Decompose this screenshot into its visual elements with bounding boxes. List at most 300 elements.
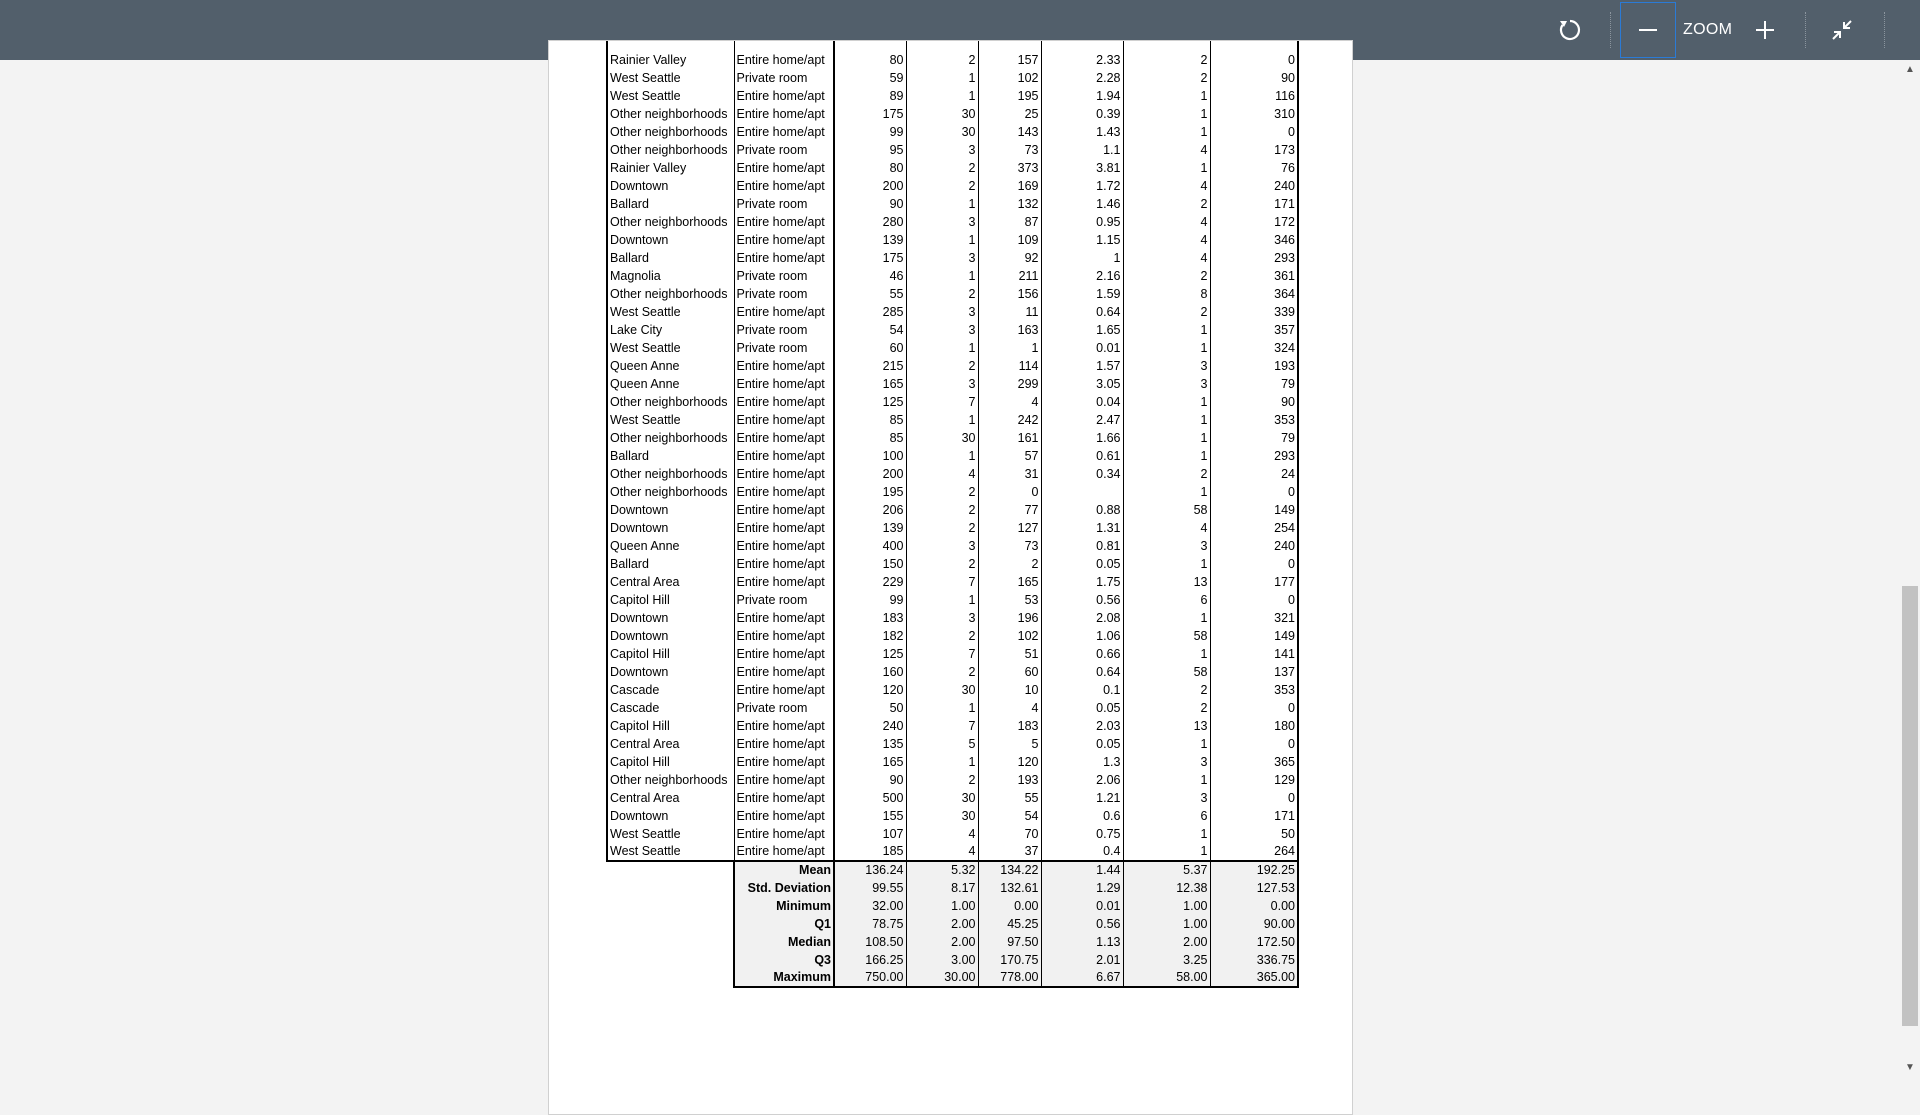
table-cell: 2 <box>906 357 978 375</box>
table-cell: Entire home/apt <box>734 753 834 771</box>
table-cell: 30 <box>906 789 978 807</box>
table-cell: 180 <box>1210 717 1298 735</box>
table-cell: 4 <box>1123 177 1210 195</box>
table-cell: Entire home/apt <box>734 771 834 789</box>
summary-value: 172.50 <box>1210 933 1298 951</box>
table-cell: 0.61 <box>1041 447 1123 465</box>
table-cell: 90 <box>834 195 906 213</box>
table-cell: Entire home/apt <box>734 483 834 501</box>
table-cell: 120 <box>834 681 906 699</box>
table-row <box>607 501 1298 519</box>
table-cell: 2 <box>1123 69 1210 87</box>
table-cell: Other neighborhoods <box>607 771 734 789</box>
summary-row <box>607 951 1298 969</box>
table-cell: 169 <box>978 177 1041 195</box>
table-cell: 1 <box>1123 105 1210 123</box>
table-cell: 10 <box>978 681 1041 699</box>
table-cell: 161 <box>978 429 1041 447</box>
table-cell: 59 <box>834 69 906 87</box>
table-cell: 80 <box>834 51 906 69</box>
table-cell: Other neighborhoods <box>607 105 734 123</box>
table-row <box>607 609 1298 627</box>
table-cell: 1.65 <box>1041 321 1123 339</box>
table-cell: 0.34 <box>1041 465 1123 483</box>
table-cell: 229 <box>834 573 906 591</box>
table-cell: Entire home/apt <box>734 555 834 573</box>
table-cell: Entire home/apt <box>734 231 834 249</box>
table-cell: Downtown <box>607 231 734 249</box>
table-cell: 135 <box>834 735 906 753</box>
table-row <box>607 159 1298 177</box>
table-cell: 120 <box>978 753 1041 771</box>
table-cell: 240 <box>1210 537 1298 555</box>
table-row <box>607 735 1298 753</box>
table-cell: 54 <box>978 807 1041 825</box>
table-cell: 0.64 <box>1041 663 1123 681</box>
table-cell: 30 <box>906 123 978 141</box>
table-cell: 57 <box>978 447 1041 465</box>
table-cell: 5 <box>906 735 978 753</box>
table-cell: 7 <box>906 393 978 411</box>
table-cell: 1 <box>1041 249 1123 267</box>
table-cell: 99 <box>834 123 906 141</box>
table-row <box>607 429 1298 447</box>
table-cell: 2.47 <box>1041 411 1123 429</box>
zoom-in-button[interactable] <box>1737 2 1793 58</box>
table-row <box>607 789 1298 807</box>
table-cell: 6 <box>1123 807 1210 825</box>
table-cell: 77 <box>978 501 1041 519</box>
table-row <box>607 699 1298 717</box>
table-row <box>607 771 1298 789</box>
table-cell: 172 <box>1210 213 1298 231</box>
table-cell: 324 <box>1210 339 1298 357</box>
table-cell: 60 <box>834 339 906 357</box>
table-row <box>607 123 1298 141</box>
table-cell: 73 <box>978 537 1041 555</box>
table-cell: 2 <box>906 627 978 645</box>
table-cell: 107 <box>834 825 906 843</box>
table-cell: 60 <box>978 663 1041 681</box>
table-cell: Capitol Hill <box>607 645 734 663</box>
table-cell: 2 <box>906 285 978 303</box>
table-cell: 0.39 <box>1041 105 1123 123</box>
summary-value: 2.00 <box>1123 933 1210 951</box>
table-cell: 175 <box>834 105 906 123</box>
table-cell: 37 <box>978 843 1041 861</box>
summary-value: 5.32 <box>906 861 978 879</box>
table-cell: Central Area <box>607 789 734 807</box>
table-cell: 54 <box>834 321 906 339</box>
table-cell: 157 <box>978 51 1041 69</box>
table-cell: Entire home/apt <box>734 51 834 69</box>
table-cell: 0.1 <box>1041 681 1123 699</box>
table-row <box>607 627 1298 645</box>
table-cell: Entire home/apt <box>734 393 834 411</box>
table-cell: 58 <box>1123 663 1210 681</box>
table-cell: 4 <box>906 465 978 483</box>
table-cell: 46 <box>834 267 906 285</box>
table-row <box>607 663 1298 681</box>
table-row <box>607 87 1298 105</box>
table-cell: 1 <box>1123 123 1210 141</box>
table-row <box>607 465 1298 483</box>
summary-value: 1.13 <box>1041 933 1123 951</box>
table-cell: 3 <box>1123 357 1210 375</box>
table-cell: 1.3 <box>1041 753 1123 771</box>
table-row <box>607 249 1298 267</box>
table-cell: 0.01 <box>1041 339 1123 357</box>
collapse-icon <box>1830 18 1854 42</box>
table-cell: 165 <box>834 375 906 393</box>
table-cell <box>734 41 834 51</box>
table-cell: 102 <box>978 627 1041 645</box>
table-cell: 185 <box>834 843 906 861</box>
table-cell: West Seattle <box>607 69 734 87</box>
zoom-label: ZOOM <box>1683 21 1733 38</box>
table-cell: 1 <box>906 591 978 609</box>
table-cell: Entire home/apt <box>734 645 834 663</box>
summary-value: 778.00 <box>978 969 1041 987</box>
table-cell: 2 <box>906 51 978 69</box>
table-cell: Capitol Hill <box>607 753 734 771</box>
table-cell: 0.05 <box>1041 735 1123 753</box>
table-cell: 183 <box>978 717 1041 735</box>
table-row <box>607 483 1298 501</box>
table-cell: Entire home/apt <box>734 249 834 267</box>
table-cell: 76 <box>1210 159 1298 177</box>
table-cell: 79 <box>1210 429 1298 447</box>
table-cell: Queen Anne <box>607 537 734 555</box>
table-row <box>607 717 1298 735</box>
summary-value: 6.67 <box>1041 969 1123 987</box>
table-cell: Lake City <box>607 321 734 339</box>
table-cell: 0.04 <box>1041 393 1123 411</box>
table-cell: Entire home/apt <box>734 501 834 519</box>
table-cell: 30 <box>906 681 978 699</box>
table-cell: 1.21 <box>1041 789 1123 807</box>
table-cell: 50 <box>834 699 906 717</box>
collapse-button[interactable] <box>1814 2 1870 58</box>
summary-row <box>607 879 1298 897</box>
table-cell: 8 <box>1123 285 1210 303</box>
table-cell: 0.05 <box>1041 555 1123 573</box>
table-cell: 1 <box>906 231 978 249</box>
table-cell: West Seattle <box>607 339 734 357</box>
summary-value: 1.29 <box>1041 879 1123 897</box>
table-cell: 0.56 <box>1041 591 1123 609</box>
summary-value: 32.00 <box>834 897 906 915</box>
table-cell: 53 <box>978 591 1041 609</box>
table-row <box>607 321 1298 339</box>
scrollbar-thumb[interactable] <box>1902 586 1918 1026</box>
table-cell: 0 <box>978 483 1041 501</box>
summary-value: 12.38 <box>1123 879 1210 897</box>
table-cell: 4 <box>978 699 1041 717</box>
table-cell: 2.03 <box>1041 717 1123 735</box>
table-cell: Entire home/apt <box>734 357 834 375</box>
table-cell: Downtown <box>607 663 734 681</box>
table-cell: 1.06 <box>1041 627 1123 645</box>
table-row <box>607 681 1298 699</box>
table-cell: 90 <box>834 771 906 789</box>
zoom-out-button[interactable] <box>1620 2 1676 58</box>
table-cell: 3 <box>906 321 978 339</box>
summary-value: 1.44 <box>1041 861 1123 879</box>
table-cell: 1.46 <box>1041 195 1123 213</box>
table-cell: 1 <box>1123 159 1210 177</box>
summary-value: 78.75 <box>834 915 906 933</box>
table-cell: 7 <box>906 573 978 591</box>
table-cell <box>978 41 1041 51</box>
summary-value: 30.00 <box>906 969 978 987</box>
table-cell: Downtown <box>607 501 734 519</box>
table-cell <box>1041 41 1123 51</box>
table-cell: 80 <box>834 159 906 177</box>
table-cell: 3 <box>1123 537 1210 555</box>
table-cell: Downtown <box>607 177 734 195</box>
table-cell: 85 <box>834 429 906 447</box>
summary-row <box>607 915 1298 933</box>
table-cell: 182 <box>834 627 906 645</box>
table-cell: 2.06 <box>1041 771 1123 789</box>
table-cell: 1 <box>1123 393 1210 411</box>
table-cell: 102 <box>978 69 1041 87</box>
table-row <box>607 591 1298 609</box>
table-cell: 280 <box>834 213 906 231</box>
table-cell: 1 <box>1123 447 1210 465</box>
table-cell: Ballard <box>607 447 734 465</box>
table-row <box>607 573 1298 591</box>
table-cell: Other neighborhoods <box>607 483 734 501</box>
summary-value: 8.17 <box>906 879 978 897</box>
table-row <box>607 411 1298 429</box>
table-row <box>607 843 1298 861</box>
table-cell: Magnolia <box>607 267 734 285</box>
table-cell: 109 <box>978 231 1041 249</box>
table-cell: Entire home/apt <box>734 843 834 861</box>
table-cell: Private room <box>734 321 834 339</box>
table-cell: Entire home/apt <box>734 627 834 645</box>
document-viewport[interactable] <box>0 52 1900 1080</box>
table-cell: 175 <box>834 249 906 267</box>
table-cell <box>1123 41 1210 51</box>
table-cell: 149 <box>1210 627 1298 645</box>
table-cell: 2.28 <box>1041 69 1123 87</box>
table-cell: 155 <box>834 807 906 825</box>
table-cell: 3 <box>906 609 978 627</box>
table-cell: 1.75 <box>1041 573 1123 591</box>
table-cell: 73 <box>978 141 1041 159</box>
table-cell: Other neighborhoods <box>607 123 734 141</box>
summary-label: Maximum <box>734 969 834 987</box>
table-cell: 89 <box>834 87 906 105</box>
summary-label: Q1 <box>734 915 834 933</box>
table-cell: Other neighborhoods <box>607 465 734 483</box>
table-cell: 171 <box>1210 195 1298 213</box>
table-cell: 0 <box>1210 591 1298 609</box>
table-cell: 0.05 <box>1041 699 1123 717</box>
table-cell: 141 <box>1210 645 1298 663</box>
table-cell: 2 <box>906 177 978 195</box>
table-cell: West Seattle <box>607 843 734 861</box>
blank-cell <box>607 861 734 879</box>
toolbar-separator <box>1610 12 1611 48</box>
table-cell <box>607 41 734 51</box>
summary-value: 750.00 <box>834 969 906 987</box>
table-cell: 365 <box>1210 753 1298 771</box>
refresh-button[interactable] <box>1542 2 1598 58</box>
table-cell: Entire home/apt <box>734 573 834 591</box>
table-cell: 2 <box>1123 465 1210 483</box>
table-cell: Entire home/apt <box>734 87 834 105</box>
vertical-scrollbar[interactable] <box>1900 60 1920 1080</box>
summary-value: 134.22 <box>978 861 1041 879</box>
table-cell: 30 <box>906 807 978 825</box>
summary-value: 166.25 <box>834 951 906 969</box>
table-cell: 1 <box>906 267 978 285</box>
table-cell: 2 <box>978 555 1041 573</box>
table-cell: 2.33 <box>1041 51 1123 69</box>
table-cell: Capitol Hill <box>607 717 734 735</box>
summary-value: 99.55 <box>834 879 906 897</box>
summary-label: Minimum <box>734 897 834 915</box>
scroll-up-arrow-icon[interactable]: ▲ <box>1905 64 1915 75</box>
table-cell: Entire home/apt <box>734 663 834 681</box>
table-row <box>607 231 1298 249</box>
summary-value: 5.37 <box>1123 861 1210 879</box>
blank-cell <box>607 915 734 933</box>
summary-value: 1.00 <box>1123 915 1210 933</box>
table-cell: 0.81 <box>1041 537 1123 555</box>
table-cell: 51 <box>978 645 1041 663</box>
table-cell: 2 <box>1123 303 1210 321</box>
table-cell: 2 <box>1123 699 1210 717</box>
table-cell: Downtown <box>607 609 734 627</box>
table-cell: Private room <box>734 699 834 717</box>
table-cell: 55 <box>834 285 906 303</box>
table-cell: 1.57 <box>1041 357 1123 375</box>
summary-value: 1.00 <box>1123 897 1210 915</box>
table-cell: West Seattle <box>607 87 734 105</box>
table-cell: 1.72 <box>1041 177 1123 195</box>
table-cell: 353 <box>1210 411 1298 429</box>
table-cell: Entire home/apt <box>734 537 834 555</box>
table-cell: 25 <box>978 105 1041 123</box>
summary-label: Median <box>734 933 834 951</box>
table-row <box>607 51 1298 69</box>
table-cell: Entire home/apt <box>734 429 834 447</box>
table-cell: 2.16 <box>1041 267 1123 285</box>
table-cell: 30 <box>906 429 978 447</box>
summary-value: 336.75 <box>1210 951 1298 969</box>
table-cell: Entire home/apt <box>734 411 834 429</box>
table-cell: 353 <box>1210 681 1298 699</box>
table-cell: 1 <box>906 411 978 429</box>
summary-value: 365.00 <box>1210 969 1298 987</box>
table-cell: Rainier Valley <box>607 159 734 177</box>
summary-row <box>607 861 1298 879</box>
table-cell: Ballard <box>607 249 734 267</box>
table-cell: 183 <box>834 609 906 627</box>
table-cell: Private room <box>734 591 834 609</box>
table-row <box>607 807 1298 825</box>
table-cell: Entire home/apt <box>734 717 834 735</box>
table-cell: West Seattle <box>607 303 734 321</box>
table-cell: 2 <box>906 771 978 789</box>
summary-value: 2.00 <box>906 933 978 951</box>
table-cell: 195 <box>834 483 906 501</box>
table-cell: 1 <box>1123 735 1210 753</box>
table-cell: 1 <box>1123 321 1210 339</box>
table-cell: 165 <box>978 573 1041 591</box>
table-cell: 346 <box>1210 231 1298 249</box>
summary-label: Std. Deviation <box>734 879 834 897</box>
table-cell: Downtown <box>607 807 734 825</box>
minus-icon <box>1637 19 1659 41</box>
table-cell: 364 <box>1210 285 1298 303</box>
table-cell: 150 <box>834 555 906 573</box>
table-cell: 1 <box>1123 645 1210 663</box>
table-cell: 87 <box>978 213 1041 231</box>
table-row <box>607 303 1298 321</box>
table-cell: 1.15 <box>1041 231 1123 249</box>
blank-cell <box>607 879 734 897</box>
table-cell: 211 <box>978 267 1041 285</box>
table-cell: 3 <box>1123 753 1210 771</box>
table-cell: 55 <box>978 789 1041 807</box>
table-cell: 3 <box>906 213 978 231</box>
scroll-down-arrow-icon[interactable]: ▼ <box>1905 1062 1915 1073</box>
table-cell: Central Area <box>607 735 734 753</box>
data-table <box>606 41 1299 988</box>
table-cell: 2 <box>1123 267 1210 285</box>
table-row <box>607 357 1298 375</box>
table-row <box>607 69 1298 87</box>
table-cell: Ballard <box>607 555 734 573</box>
summary-row <box>607 933 1298 951</box>
table-cell: Downtown <box>607 627 734 645</box>
summary-value: 2.00 <box>906 915 978 933</box>
table-cell: 293 <box>1210 249 1298 267</box>
table-cell: 125 <box>834 645 906 663</box>
table-cell: 2 <box>906 519 978 537</box>
table-cell: 1.94 <box>1041 87 1123 105</box>
table-row <box>607 519 1298 537</box>
table-cell: Private room <box>734 69 834 87</box>
table-cell: 99 <box>834 591 906 609</box>
table-cell: Entire home/apt <box>734 519 834 537</box>
table-cell: 4 <box>1123 141 1210 159</box>
table-cell: 100 <box>834 447 906 465</box>
table-cell: 139 <box>834 231 906 249</box>
blank-cell <box>607 897 734 915</box>
table-cell: 1 <box>1123 87 1210 105</box>
table-cell: 299 <box>978 375 1041 393</box>
table-cell: 1 <box>1123 771 1210 789</box>
table-cell: 0 <box>1210 789 1298 807</box>
blank-cell <box>607 933 734 951</box>
table-cell: Entire home/apt <box>734 609 834 627</box>
table-cell: 3 <box>1123 789 1210 807</box>
table-cell: Ballard <box>607 195 734 213</box>
table-cell: Private room <box>734 339 834 357</box>
document-page <box>548 40 1353 1115</box>
table-cell: 50 <box>1210 825 1298 843</box>
table-cell: 2 <box>906 555 978 573</box>
table-cell: 5 <box>978 735 1041 753</box>
table-cell: Entire home/apt <box>734 789 834 807</box>
